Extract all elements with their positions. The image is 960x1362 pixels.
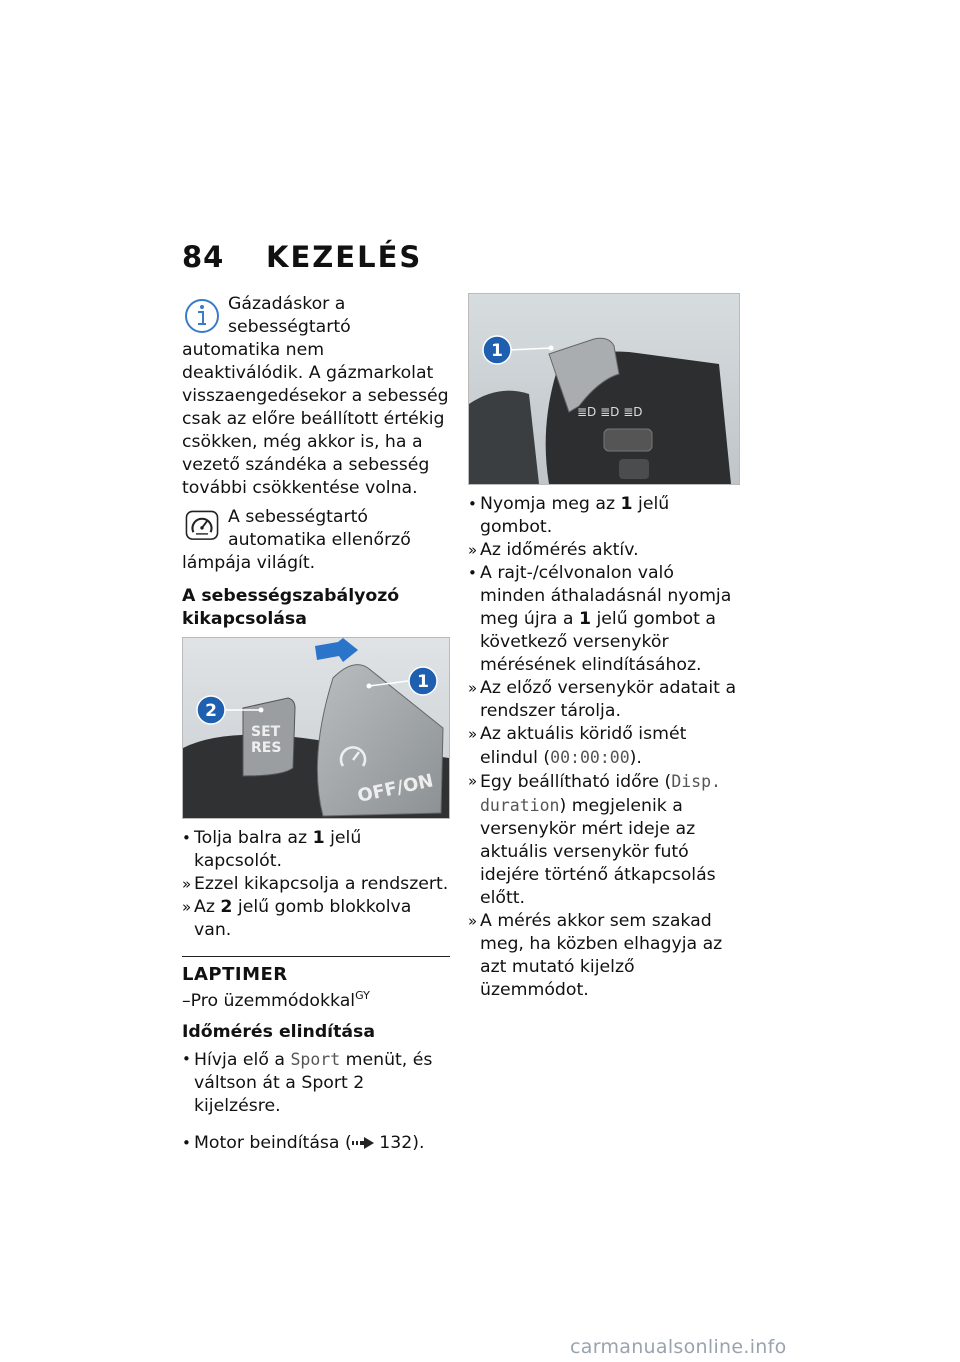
info-note [182, 293, 450, 500]
step-open-menu: • Hívja elő a Sport menüt, és váltson át a Sport 2 kijelzésre. [182, 1050, 433, 1116]
result-system-off: » Ezzel kikapcsolja a rendszert. [182, 874, 449, 894]
step-press-each-lap: • A rajt-/célvonalon való minden áthaladásnál nyomja meg újra a 1 jelű gombot a következő versenykör mérésének elindításához. [468, 563, 732, 675]
headlight-icons [577, 405, 643, 419]
offon-label: OFF/ON [355, 770, 436, 807]
step-start-motor: • Motor beindítása ( 132). [182, 1133, 425, 1153]
section-title: A sebességszabályozó kikapcsolása [182, 586, 400, 629]
callout-1: 1 [417, 672, 429, 692]
result-disp-duration: » Egy beállítható időre (Disp. duration) megjelenik a versenykör mért ideje az aktuális versenykör futó idejére történő átkapcsolás előtt. [468, 772, 721, 908]
res-label: RES [251, 740, 282, 756]
callout-2: 2 [205, 701, 217, 721]
svg-text:≣D ≣D ≣D: ≣D ≣D ≣D [577, 405, 643, 419]
laptimer-button-figure [468, 293, 740, 485]
watermark: carmanualsonline.info [570, 1336, 787, 1358]
result-lap-restart: » Az aktuális köridő ismét elindul (00:00:00). [468, 724, 687, 768]
right-column [468, 293, 740, 1002]
callout-1-right: 1 [491, 341, 503, 361]
page-number: 84 [182, 240, 225, 274]
set-label: SET [251, 724, 281, 740]
page-reference-arrow-icon [352, 1137, 374, 1149]
laptimer-heading: LAPTIMER [182, 956, 450, 986]
indicator-note [182, 506, 450, 575]
result-button-blocked: » Az 2 jelű gomb blokkolva van. [182, 897, 412, 940]
left-column [182, 293, 450, 1155]
step-push-switch: • Tolja balra az 1 jelű kapcsolót. [182, 828, 362, 871]
result-measurement-continues: » A mérés akkor sem szakad meg, ha közben elhagyja az azt mutató kijelző üzemmódot. [468, 911, 723, 1000]
laptimer-subtitle: –Pro üzemmódokkal$^{GY}$ [182, 989, 370, 1011]
cruise-switch-figure [182, 637, 450, 819]
step-press-button: • Nyomja meg az 1 jelű gombot. [468, 494, 670, 537]
indicator-note-text: A sebességtartó automatika ellenőrző lámpája világít. [182, 507, 411, 573]
cruise-control-lamp-icon [182, 508, 222, 546]
result-lap-stored: » Az előző versenykör adatait a rendszer tárolja. [468, 678, 737, 721]
start-timing-title: Időmérés elindítása [182, 1022, 375, 1042]
info-note-text: Gázadáskor a sebességtartó automatika nem deaktiválódik. A gázmarkolat visszaengedésekor a sebesség csak az előre beállított értékig csökken, még akkor is, ha a vezető szándéka a sebesség további csökkentése volna. [182, 294, 449, 498]
result-timing-active: » Az időmérés aktív. [468, 540, 639, 560]
page-header [182, 240, 742, 280]
info-icon [182, 295, 222, 339]
chapter-title: KEZELÉS [266, 240, 423, 274]
